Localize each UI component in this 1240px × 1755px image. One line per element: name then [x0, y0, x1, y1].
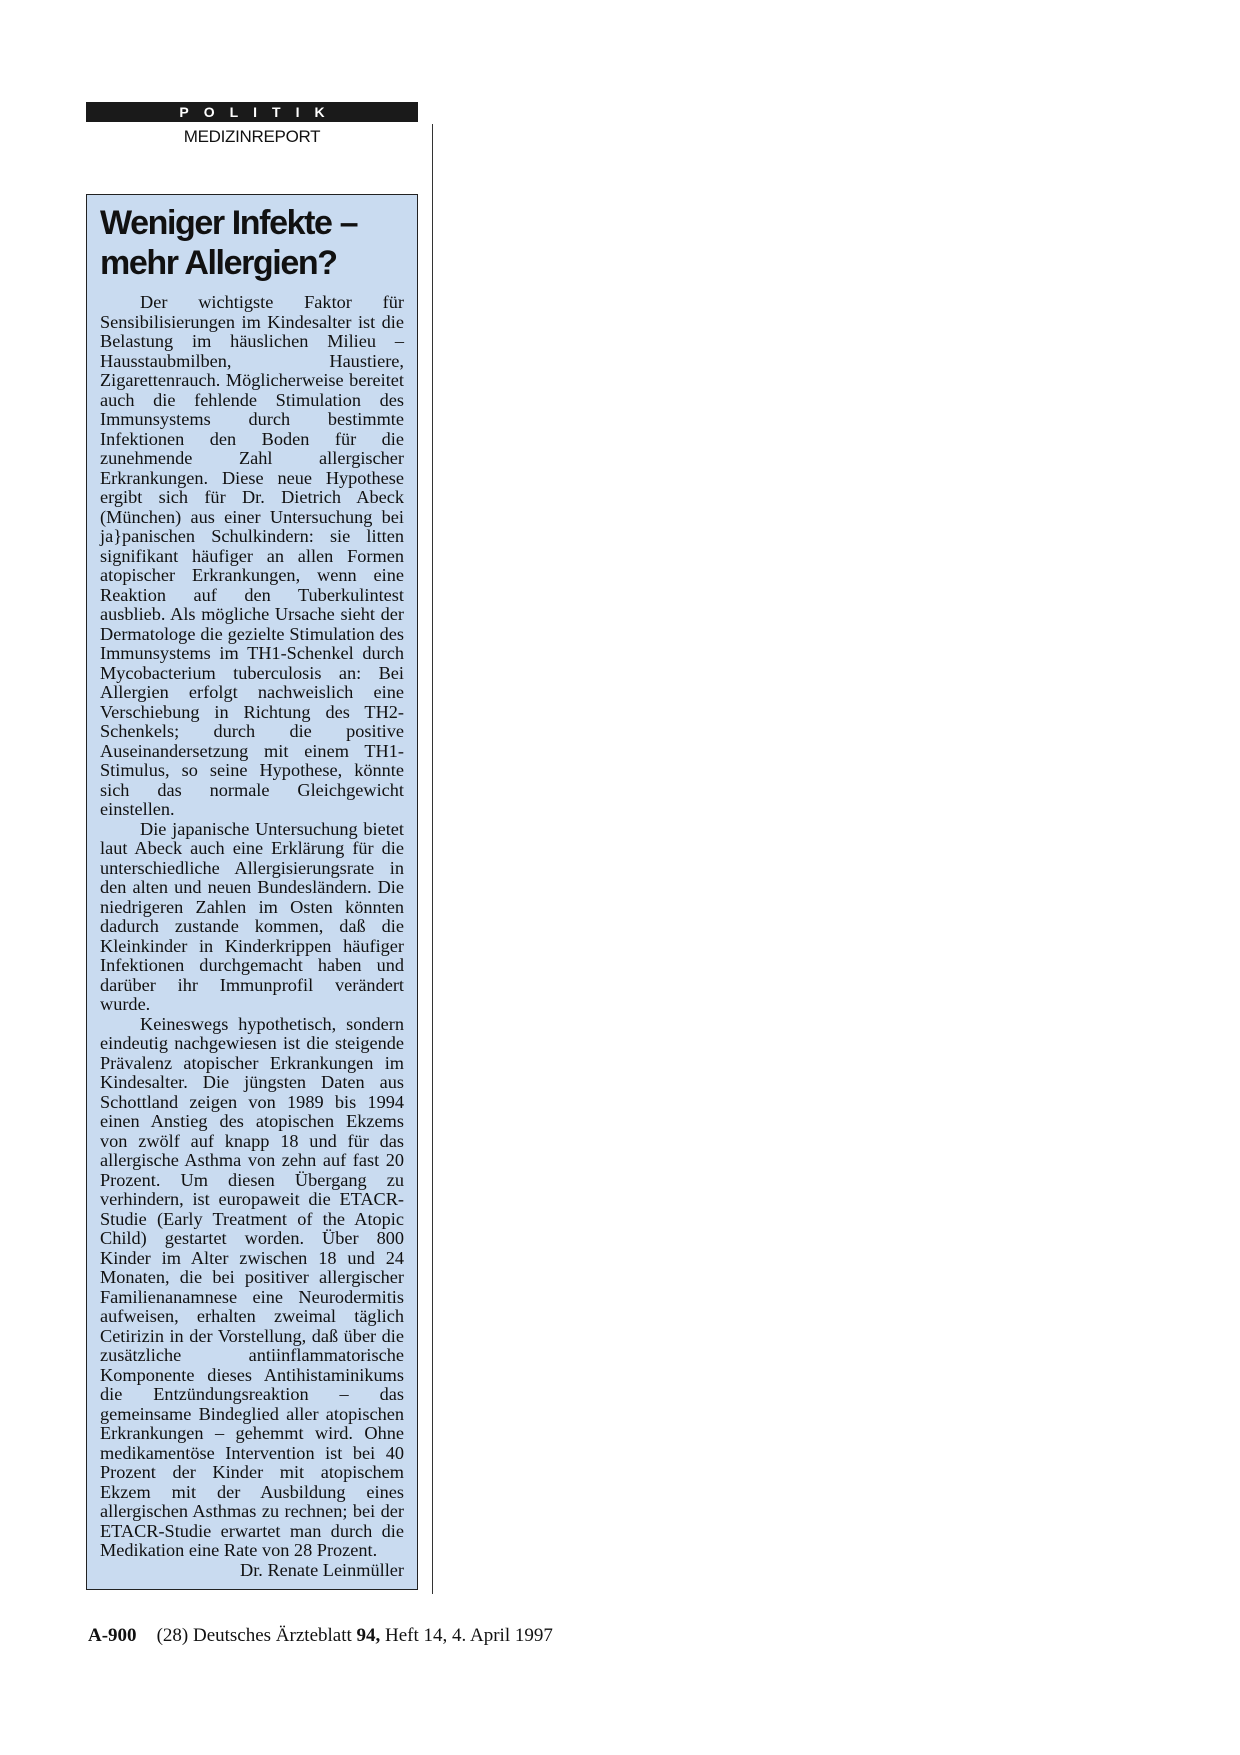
column-divider: [432, 124, 433, 1594]
journal-volume: 94,: [356, 1625, 381, 1646]
subsection-label: MEDIZINREPORT: [183, 127, 321, 146]
headline-line-2: mehr Allergien?: [100, 244, 337, 282]
section-label: POLITIK: [86, 102, 418, 122]
article-box: [86, 194, 418, 1590]
paragraph-3-text: Keineswegs hypothetisch, sondern eindeutig nachgewiesen ist die steigende Prävalenz atopischer Erkrankungen im Kindesalter. Die jüngsten Daten aus Schottland zeigen von 1989 bis 1994 einen Anstieg des atopischen Ekzems von zwölf auf knapp 18 und für das allergische Asthma von zehn auf fast 20 Prozent. Um diesen Übergang zu verhindern, ist europaweit die ETACR-Studie (Early Treatment of the Atopic Child) gestartet worden. Über 800 Kinder im Alter zwischen 18 und 24 Monaten, die bei positiver allergischer Familienanamnese eine Neurodermitis aufweisen, erhalten zweimal täglich Cetirizin in der Vorstellung, daß über die zusätzliche antiinflammatorische Komponente dieses Antihistaminikums die Entzündungsreaktion – das gemeinsame Bindeglied aller atopischen Erkrankungen – gehemmt wird. Ohne medikamentöse Intervention ist bei 40 Prozent der Kinder mit atopischem Ekzem mit der Ausbildung eines allergischen Asthmas zu rechnen; bei der ETACR-Studie erwartet man durch die Medikation eine Rate von 28 Prozent.: [100, 1013, 404, 1560]
headline-line-1: Weniger Infekte –: [100, 204, 358, 242]
article-headline: [100, 203, 404, 283]
author-byline: Dr. Renate Leinmüller: [240, 1559, 404, 1580]
article-paragraph-3: [100, 1013, 404, 1580]
article-paragraph-1: Der wichtigste Faktor für Sensibilisierungen im Kindesalter ist die Belastung im häuslichen Milieu – Hausstaubmilben, Haustiere, Zigarettenrauch. Möglicherweise bereitet auch die fehlende Stimulation des Immunsystems durch bestimmte Infektionen den Boden für die zunehmende Zahl allergischer Erkrankungen. Diese neue Hypothese ergibt sich für Dr. Dietrich Abeck (München) aus einer Untersuchung bei ja}panischen Schulkindern: sie litten signifikant häufiger an allen Formen atopischer Erkrankungen, wenn eine Reaktion auf den Tuberkulintest ausblieb. Als mögliche Ursache sieht der Dermatologe die gezielte Stimulation des Immunsystems im TH1-Schenkel durch Mycobacterium tuberculosis an: Bei Allergien erfolgt nachweislich eine Verschiebung in Richtung des TH2-Schenkels; durch die positive Auseinandersetzung mit einem TH1-Stimulus, so seine Hypothese, könnte sich das normale Gleichgewicht einstellen.: [100, 292, 404, 819]
journal-name: (28) Deutsches Ärzteblatt: [156, 1625, 352, 1646]
article-paragraph-2: Die japanische Untersuchung bietet laut Abeck auch eine Erklärung für die unterschiedliche Allergisierungsrate in den alten und neuen Bundesländern. Die niedrigeren Zahlen im Osten könnten dadurch zustande kommen, daß die Kleinkinder in Kinderkrippen häufiger Infektionen durchgemacht haben und darüber ihr Immunprofil verändert wurde.: [100, 818, 404, 1014]
page-footer: [88, 1625, 553, 1647]
page-number: A-900: [88, 1625, 137, 1646]
journal-issue: Heft 14, 4. April 1997: [385, 1625, 553, 1646]
